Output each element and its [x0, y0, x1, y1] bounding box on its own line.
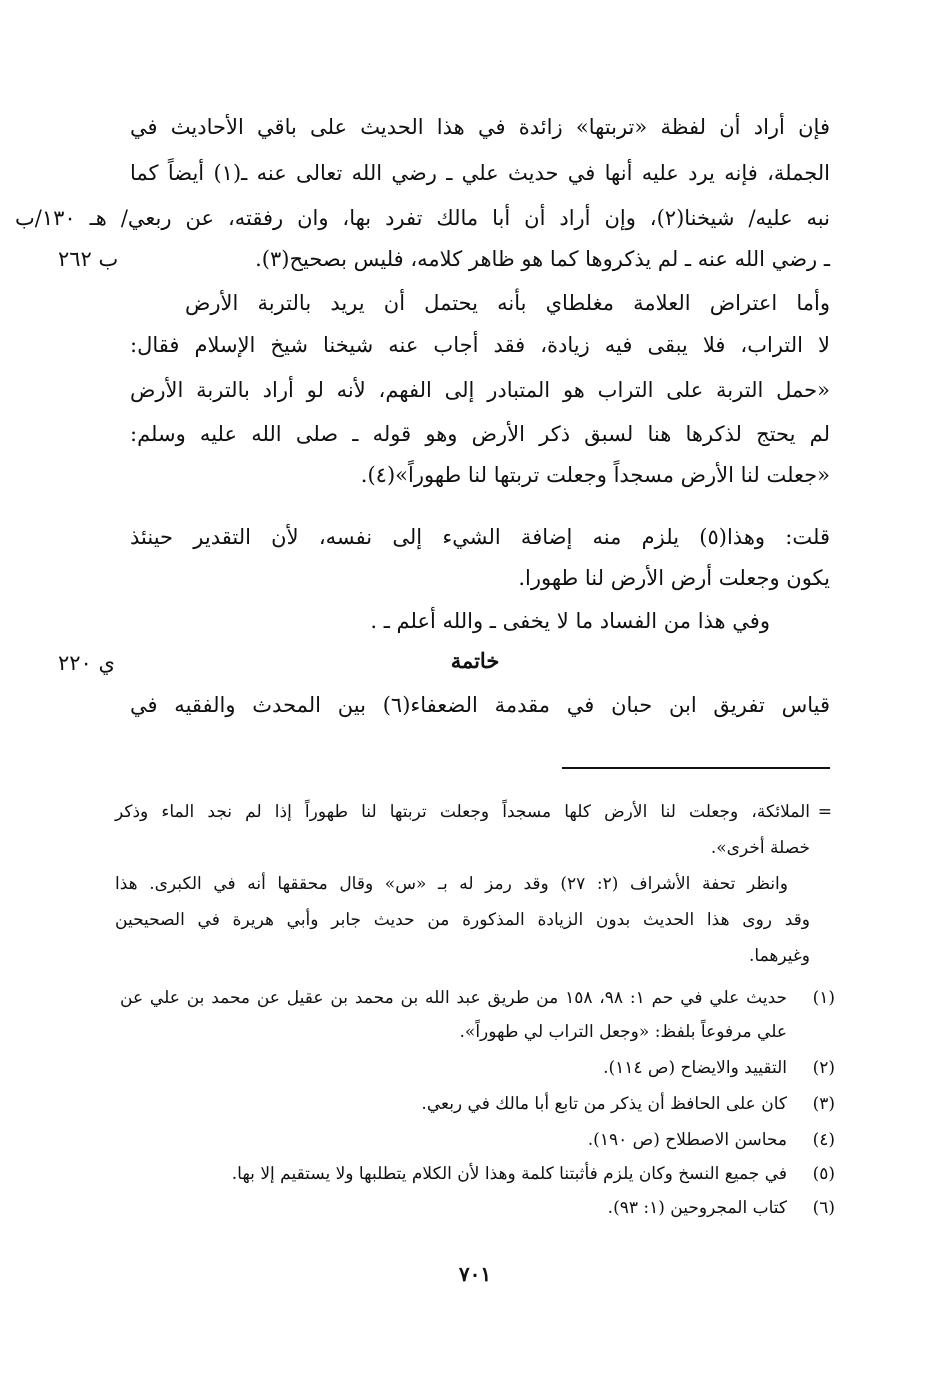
page-number: ٧٠١	[458, 1262, 492, 1286]
footnote-text: علي مرفوعاً بلفظ: «وجعل التراب لي طهوراً».	[459, 1022, 787, 1042]
section-heading: خاتمة	[450, 648, 500, 673]
footnote-text: حديث علي في حم ١: ٩٨، ١٥٨ من طريق عبد الله بن محمد بن عقيل عن محمد بن علي عن	[120, 988, 788, 1008]
footnote-cont-text-3: وانظر تحفة الأشراف (٢: ٢٧) وقد رمز له بـ «س» وقال محققها أنه في الكبرى. هذا	[115, 874, 788, 894]
body-line-1: فإن أراد أن لفظة «تربتها» زائدة في هذا الحديث على باقي الأحاديث في	[130, 115, 830, 139]
body-line-2: الجملة، فإنه يرد عليه أنها في حديث علي ـ رضي الله تعالى عنه ـ(١) أيضاً كما	[130, 161, 830, 185]
body-line-3: نبه عليه/ شيخنا(٢)، وإن أراد أن أبا مالك تفرد بها، وان رفقته، عن ربعي/ هـ ١٣٠/ب	[15, 206, 830, 230]
footnote-number: (٤)	[812, 1130, 835, 1150]
footnote-cont-text-4: وقد روى هذا الحديث بدون الزيادة المذكورة من حديث جابر وأبي هريرة في الصحيحين	[115, 910, 810, 930]
body-line-8: لم يحتج لذكرها هنا لسبق ذكر الأرض وهو قوله ـ صلى الله عليه وسلم:	[130, 422, 830, 446]
body-line-5: وأما اعتراض العلامة مغلطاي بأنه يحتمل أن يريد بالتربة الأرض	[185, 291, 830, 315]
footnote-rule	[562, 767, 830, 769]
margin-ms-b: ب ٢٦٢	[58, 247, 119, 271]
body-line-4: ـ رضي الله عنه ـ لم يذكروها كما هو ظاهر كلامه، فليس بصحيح(٣).	[255, 247, 830, 271]
footnote-text: في جميع النسخ وكان يلزم فأثبتنا كلمة وهذا لأن الكلام يتطلبها ولا يستقيم إلا بها.	[231, 1164, 787, 1184]
footnote-number: (٢)	[812, 1058, 835, 1078]
footnote-text: محاسن الاصطلاح (ص ١٩٠).	[587, 1130, 787, 1150]
footnote-number: (١)	[812, 988, 835, 1008]
body-line-9: «جعلت لنا الأرض مسجداً وجعلت تربتها لنا طهوراً»(٤).	[360, 463, 830, 487]
body-line-12: وفي هذا من الفساد ما لا يخفى ـ والله أعلم ـ .	[370, 609, 770, 633]
body-line-7: «حمل التربة على التراب هو المتبادر إلى الفهم، لأنه لو أراد بالتربة الأرض	[130, 378, 830, 402]
footnote-text: التقييد والايضاح (ص ١١٤).	[603, 1058, 787, 1078]
footnote-cont-text-1: الملائكة، وجعلت لنا الأرض كلها مسجداً وجعلت تربتها لنا طهوراً إذا لم نجد الماء وذكر	[115, 802, 810, 822]
footnote-number: (٦)	[812, 1198, 835, 1218]
body-line-10: قلت: وهذا(٥) يلزم منه إضافة الشيء إلى نفسه، لأن التقدير حينئذ	[130, 525, 830, 549]
footnote-cont-text-2: خصلة أخرى».	[710, 838, 810, 858]
footnote-text: كتاب المجروحين (١: ٩٣).	[607, 1198, 787, 1218]
footnote-number: (٥)	[812, 1164, 835, 1184]
body-line-11: يكون وجعلت أرض الأرض لنا طهورا.	[518, 566, 830, 590]
footnote-text: كان على الحافظ أن يذكر من تابع أبا مالك في ربعي.	[421, 1094, 787, 1114]
margin-ms-y: ي ٢٢٠	[58, 651, 115, 675]
body-line-6: لا التراب، فلا يبقى فيه زيادة، فقد أجاب عنه شيخنا شيخ الإسلام فقال:	[130, 333, 830, 357]
footnote-number: (٣)	[812, 1094, 835, 1114]
continuation-marker: =	[817, 802, 832, 822]
body-line-13: قياس تفريق ابن حبان في مقدمة الضعفاء(٦) بين المحدث والفقيه في	[130, 693, 830, 717]
footnote-cont-text-5: وغيرهما.	[749, 946, 810, 966]
